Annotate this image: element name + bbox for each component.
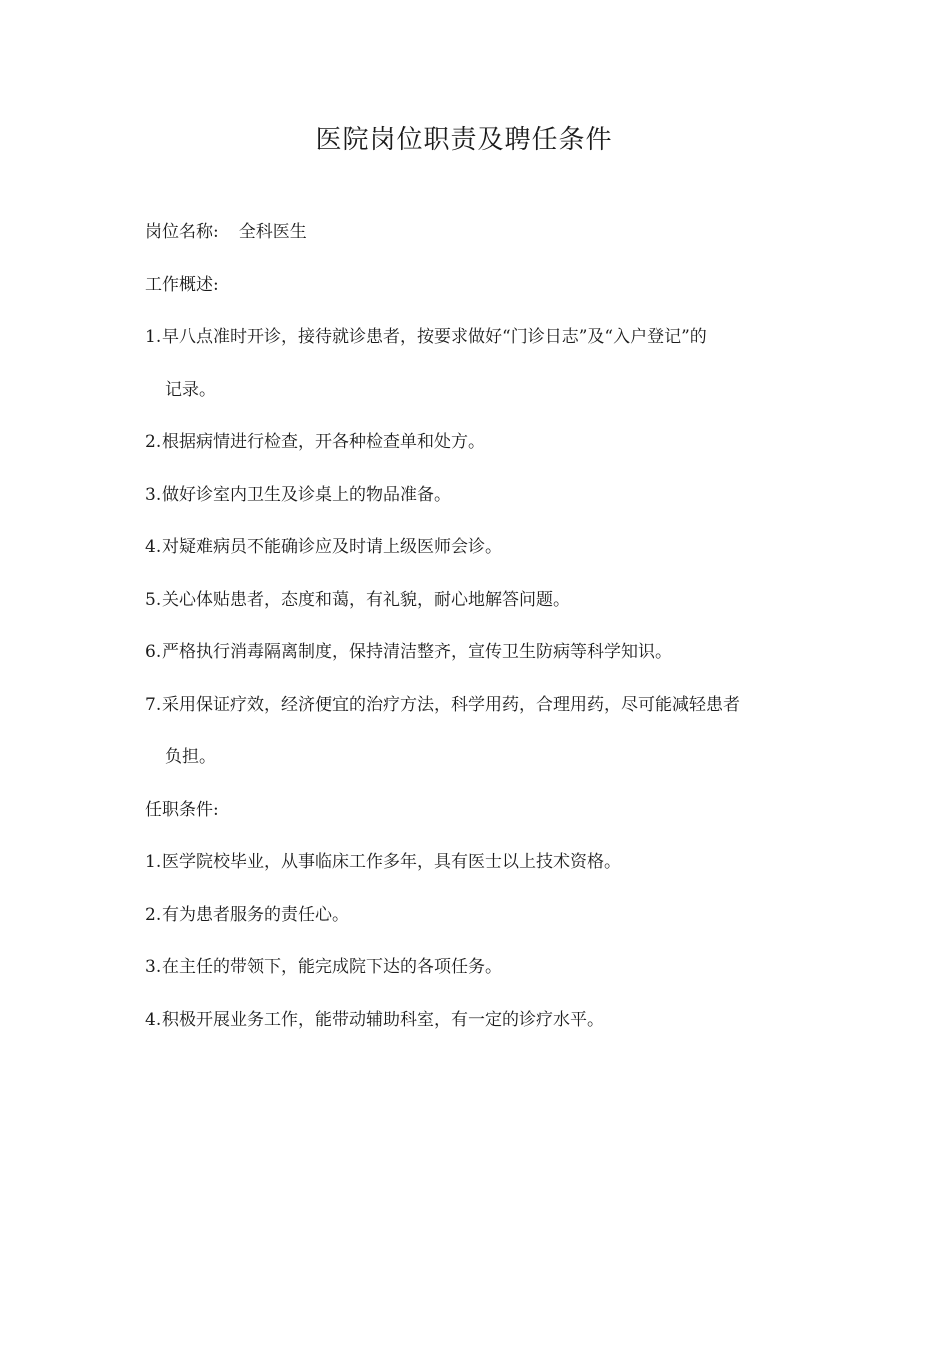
- duty-text: 根据病情进行检查，开各种检查单和处方。: [162, 432, 485, 452]
- duty-item: [145, 521, 805, 574]
- duty-text: 严格执行消毒隔离制度，保持清洁整齐，宣传卫生防病等科学知识。: [162, 642, 672, 662]
- requirement-text: 有为患者服务的责任心。: [162, 904, 349, 925]
- document-title: 医院岗位职责及聘任条件: [315, 125, 613, 155]
- duty-item: [145, 679, 805, 784]
- requirement-number: 2.: [145, 904, 162, 925]
- duty-item: [145, 626, 805, 679]
- requirement-text: 医学院校毕业，从事临床工作多年，具有医士以上技术资格。: [162, 852, 621, 872]
- overview-heading: 工作概述:: [145, 274, 219, 295]
- requirement-text: 积极开展业务工作，能带动辅助科室，有一定的诊疗水平。: [162, 1009, 604, 1030]
- duty-text: 做好诊室内卫生及诊桌上的物品准备。: [162, 484, 451, 505]
- duty-item: [145, 574, 805, 627]
- requirement-number: 4.: [145, 1009, 162, 1030]
- duty-line-continued: 记录。: [165, 379, 216, 400]
- duty-number: 2.: [145, 432, 162, 452]
- duty-item: [145, 311, 805, 416]
- duty-text: [162, 679, 772, 784]
- duty-number: 5.: [145, 589, 162, 610]
- duty-number: 6.: [145, 642, 162, 662]
- requirement-item: [145, 836, 805, 889]
- duty-line: 采用保证疗效，经济便宜的治疗方法，科学用药，合理用药，尽可能减轻患者: [162, 694, 740, 715]
- duty-line: 早八点准时开诊，接待就诊患者，按要求做好“门诊日志”及“入户登记”的: [162, 327, 707, 347]
- duty-text: [162, 311, 772, 416]
- duty-number: 1.: [145, 327, 162, 347]
- requirement-number: 3.: [145, 957, 162, 977]
- requirement-item: [145, 941, 805, 994]
- requirement-text: 在主任的带领下，能完成院下达的各项任务。: [162, 957, 502, 977]
- duty-text: 对疑难病员不能确诊应及时请上级医师会诊。: [162, 537, 502, 557]
- duty-line-continued: 负担。: [165, 747, 216, 767]
- requirement-number: 1.: [145, 852, 162, 872]
- duty-item: [145, 469, 805, 522]
- duty-item: [145, 416, 805, 469]
- duty-text: 关心体贴患者，态度和蔼，有礼貌，耐心地解答问题。: [162, 589, 570, 610]
- requirement-item: [145, 994, 805, 1047]
- position-label: 岗位名称:: [145, 222, 219, 242]
- requirement-item: [145, 889, 805, 942]
- document-body: [145, 206, 805, 1046]
- duty-number: 4.: [145, 537, 162, 557]
- position-row: [145, 206, 805, 259]
- requirements-heading: 任职条件:: [145, 799, 219, 820]
- duty-number: 3.: [145, 484, 162, 505]
- position-value: 全科医生: [238, 222, 307, 242]
- duty-number: 7.: [145, 694, 162, 715]
